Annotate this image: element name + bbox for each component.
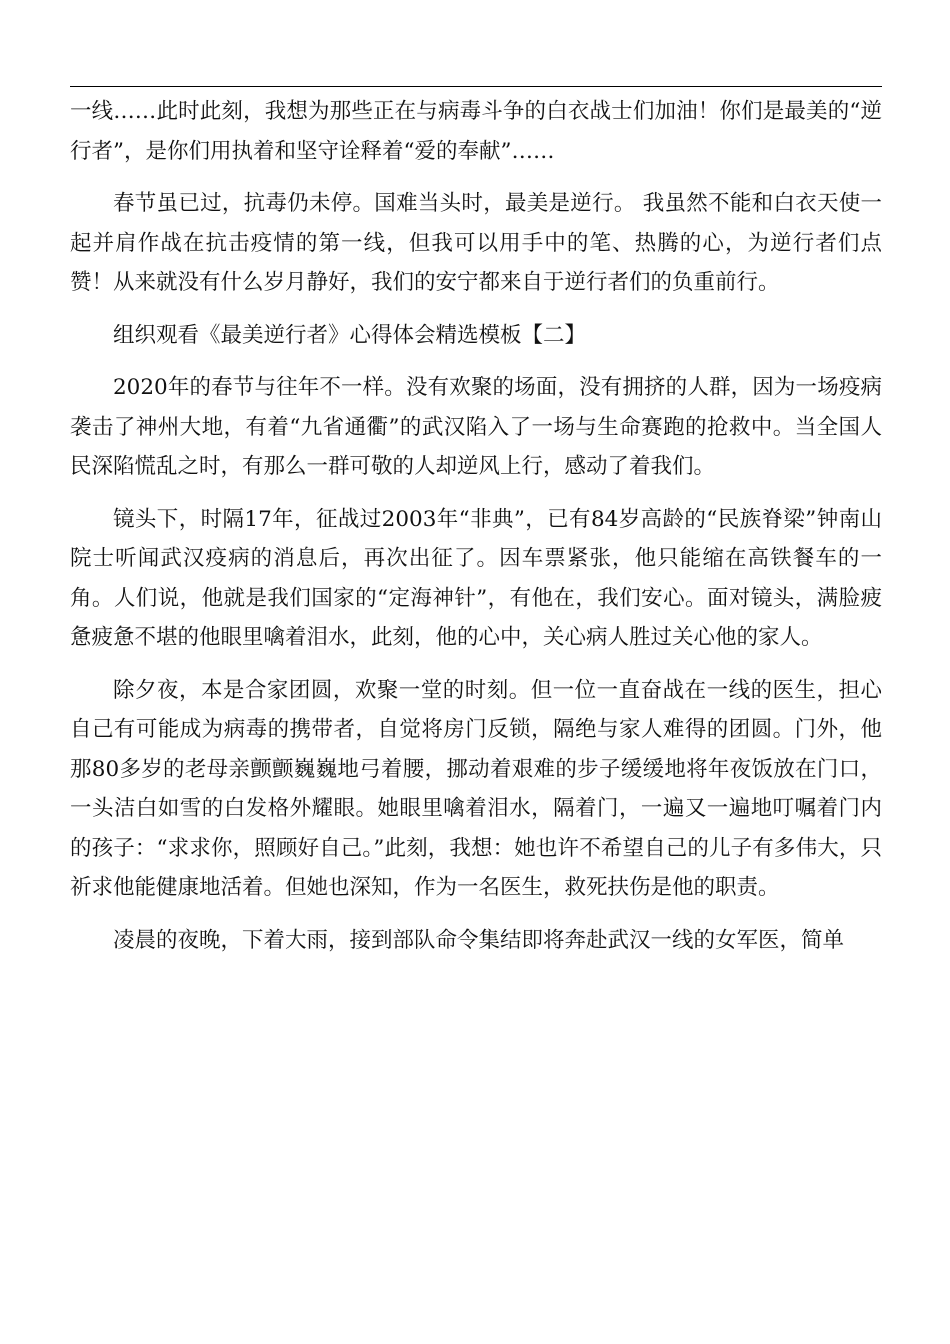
header-rule (70, 86, 882, 87)
paragraph: 2020年的春节与往年不一样。没有欢聚的场面，没有拥挤的人群，因为一场疫病袭击了神州大地，有着“九省通衢”的武汉陷入了一场与生命赛跑的抢救中。当全国人民深陷慌乱之时，有那么一群可敬的人却逆风上行，感动了着我们。 (70, 375, 882, 479)
paragraph: 镜头下，时隔17年，征战过2003年“非典”，已有84岁高龄的“民族脊梁”钟南山院士听闻武汉疫病的消息后，再次出征了。因车票紧张，他只能缩在高铁餐车的一角。人们说，他就是我们国家的“定海神针”，有他在，我们安心。面对镜头，满脸疲惫疲惫不堪的他眼里噙着泪水，此刻，他的心中，关心病人胜过关心他的家人。 (70, 506, 882, 650)
paragraph: 除夕夜，本是合家团圆，欢聚一堂的时刻。但一位一直奋战在一线的医生，担心自己有可能成为病毒的携带者，自觉将房门反锁，隔绝与家人难得的团圆。门外，他那80多岁的老母亲颤颤巍巍地弓着腰，挪动着艰难的步子缓缓地将年夜饭放在门口，一头洁白如雪的白发格外耀眼。她眼里噙着泪水，隔着门，一遍又一遍地叮嘱着门内的孩子：“求求你，照顾好自己。”此刻，我想：她也许不希望自己的儿子有多伟大，只祈求他能健康地活着。但她也深知，作为一名医生，救死扶伤是他的职责。 (70, 677, 882, 900)
paragraph: 春节虽已过，抗毒仍未停。国难当头时，最美是逆行。 我虽然不能和白衣天使一起并肩作战在抗击疫情的第一线，但我可以用手中的笔、热腾的心，为逆行者们点赞！从来就没有什么岁月静好，我们的安宁都来自于逆行者们的负重前行。 (70, 191, 882, 295)
document-body (70, 92, 882, 973)
section-heading: 组织观看《最美逆行者》心得体会精选模板【二】 (113, 322, 587, 348)
paragraph-continued: 一线……此时此刻，我想为那些正在与病毒斗争的白衣战士们加油！你们是最美的“逆行者”，是你们用执着和坚守诠释着“爱的奉献”…… (70, 99, 882, 164)
paragraph: 凌晨的夜晚，下着大雨，接到部队命令集结即将奔赴武汉一线的女军医，简单 (113, 927, 845, 953)
